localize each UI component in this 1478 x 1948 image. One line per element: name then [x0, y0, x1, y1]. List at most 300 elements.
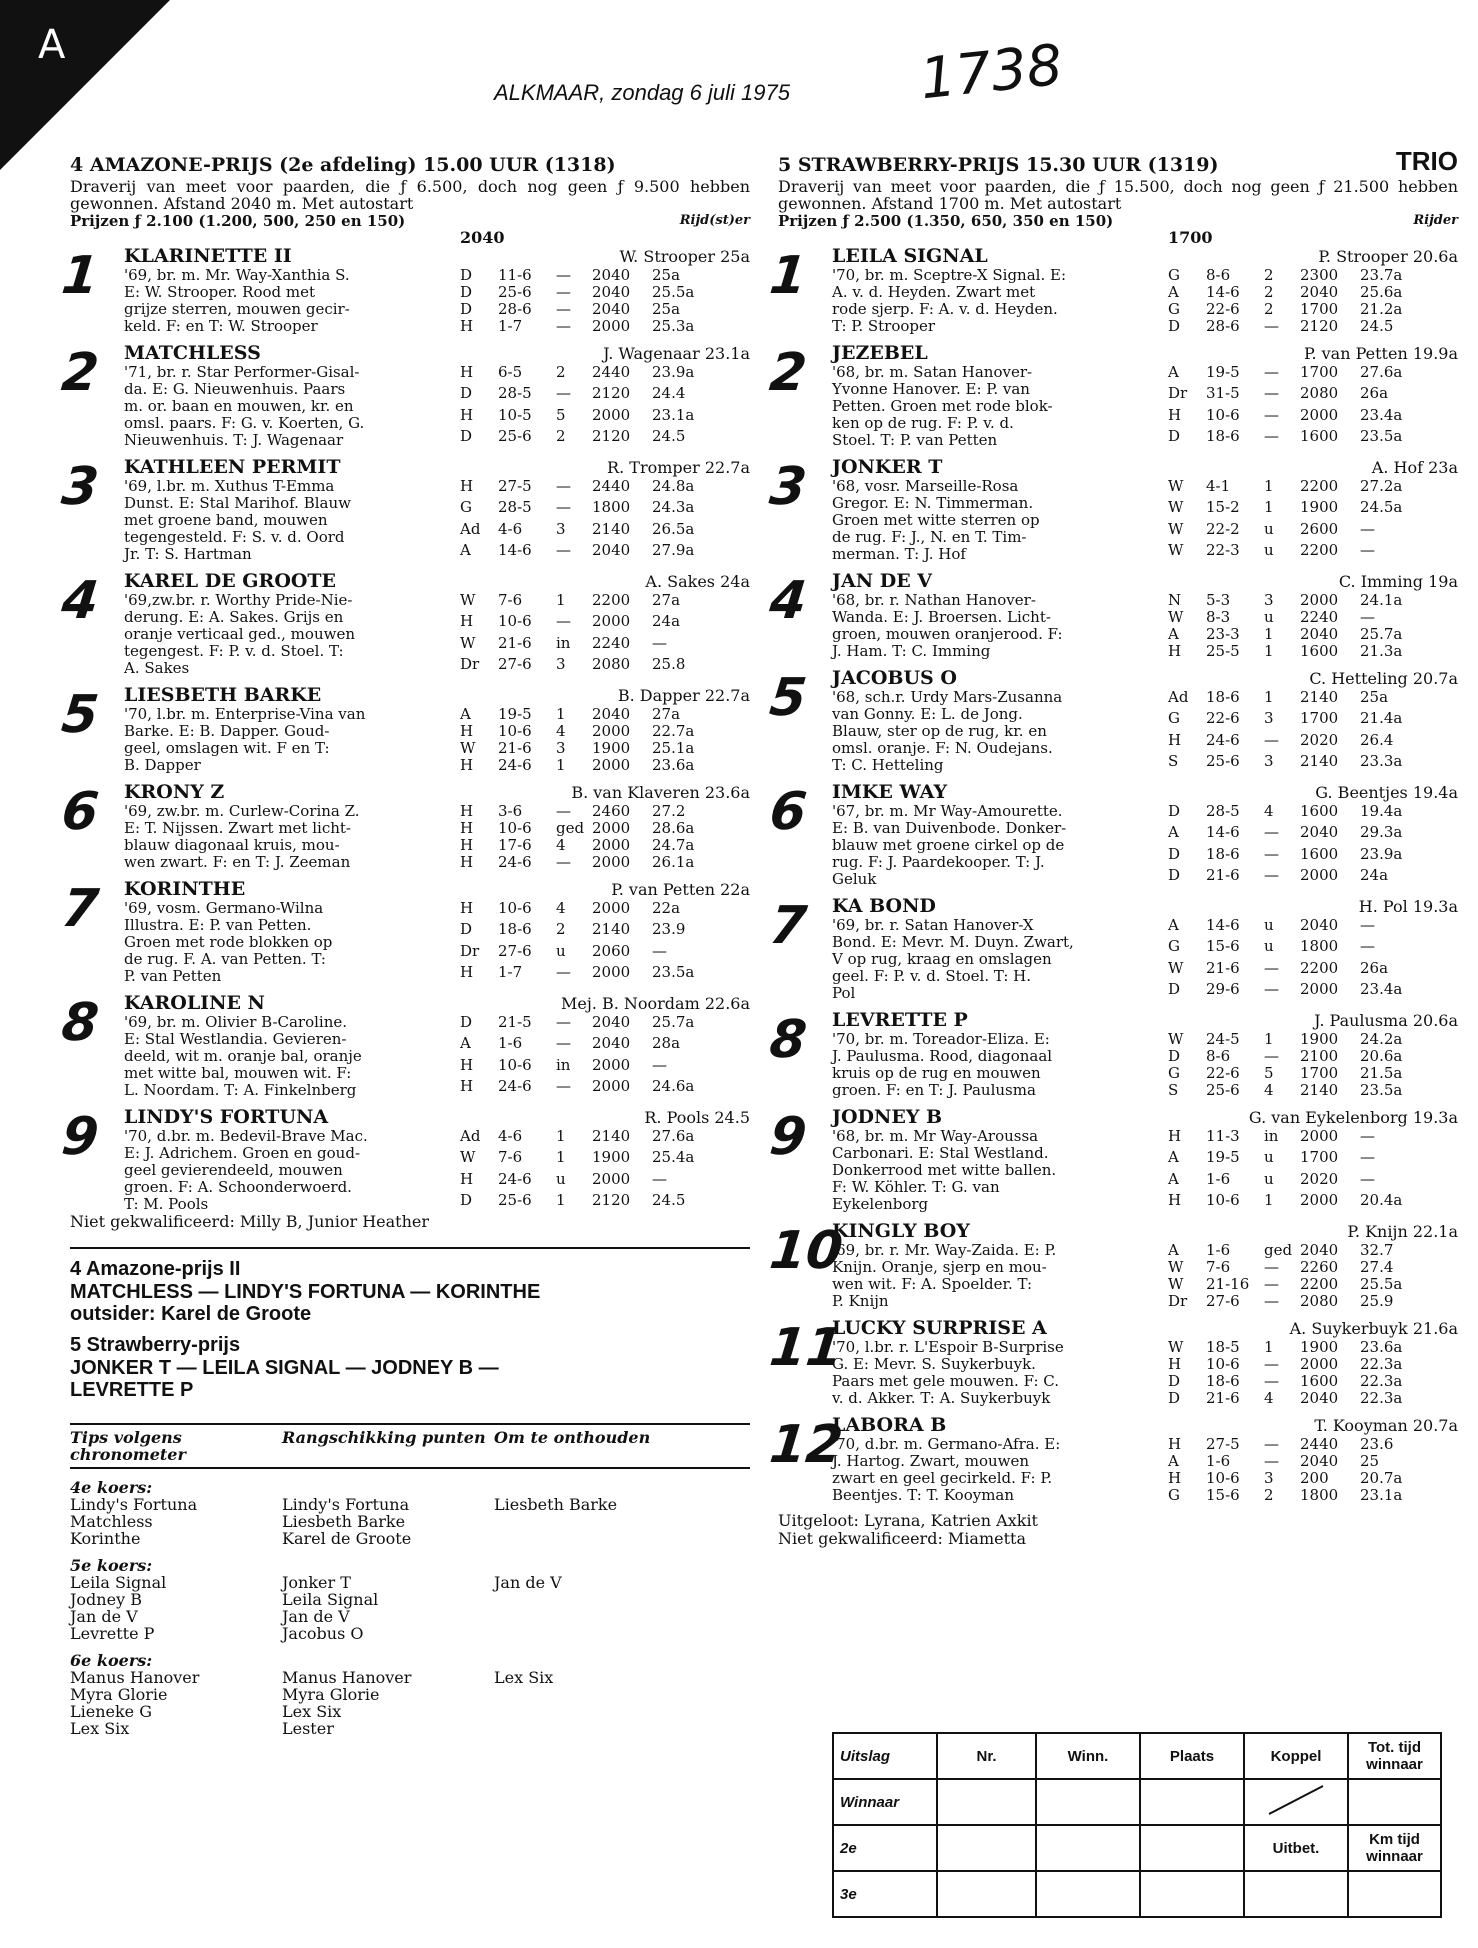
start-cell: 7-6 — [1206, 1258, 1231, 1276]
start-cell: 28a — [652, 1034, 681, 1053]
start-cell: 1 — [1264, 688, 1274, 706]
horse-description: '70, d.br. m. Bedevil-Brave Mac. E: J. Adrichem. Groen en goud- geel gevierendeeld, mouwen groen. F: A. Schoonderwoerd. T: M. Pools — [124, 1127, 368, 1213]
start-cell: 2100 — [1300, 1047, 1339, 1065]
start-cell: 2040 — [1300, 625, 1339, 643]
start-cell: 8-6 — [1206, 1047, 1231, 1065]
start-number: 6 — [766, 782, 810, 842]
start-cell: 2080 — [1300, 384, 1339, 403]
start-cell: D — [1168, 1047, 1181, 1065]
start-cell: 27-6 — [1206, 1292, 1240, 1310]
start-cell: H — [460, 1055, 474, 1074]
start-cell: 4-1 — [1206, 477, 1231, 495]
start-cell: u — [1264, 608, 1274, 626]
start-cell: 2 — [556, 363, 566, 381]
race5-distance: 1700 — [1168, 228, 1213, 247]
start-cell: — — [1264, 1435, 1279, 1453]
horse-description: '70, br. m. Toreador-Eliza. E: J. Paulusma. Rood, diagonaal kruis op de rug en mouwen groen. F: en T: J. Paulusma — [832, 1030, 1053, 1099]
start-cell: — — [1360, 1127, 1375, 1145]
start-number: 2 — [58, 343, 102, 403]
race5-conditions: Draverij van meet voor paarden, die ƒ 15.500, doch nog geen ƒ 21.500 hebben gewonnen. Afstand 1700 m. Met autostart — [778, 177, 1458, 213]
tips-cell — [494, 1608, 750, 1625]
start-cell: — — [1264, 384, 1279, 403]
horse-driver: B. van Klaveren 23.6a — [571, 783, 750, 802]
result-cell[interactable] — [1140, 1779, 1244, 1825]
horse-driver: H. Pol 19.3a — [1358, 897, 1458, 916]
start-cell: 5-3 — [1206, 591, 1231, 609]
horse-entry — [766, 342, 1458, 449]
start-cell: 1 — [1264, 477, 1274, 495]
start-cell: 5 — [1264, 1064, 1274, 1082]
start-cell: 25.1a — [652, 739, 695, 757]
start-cell: D — [1168, 1389, 1181, 1407]
start-cell: — — [1264, 730, 1279, 749]
start-cell: 10-6 — [498, 899, 532, 917]
start-cell: 2440 — [592, 477, 631, 495]
start-cell: — — [556, 853, 571, 871]
start-cell: A — [1168, 625, 1179, 643]
start-cell: G — [1168, 709, 1180, 728]
start-number: 8 — [766, 1010, 810, 1070]
recent-starts — [1168, 1242, 1458, 1310]
start-cell: 2 — [556, 920, 566, 939]
result-cell[interactable] — [1036, 1779, 1140, 1825]
horse-name: KLARINETTE II — [124, 245, 292, 267]
horse-name-row — [832, 896, 1458, 917]
race5-not-qualified: Niet gekwalificeerd: Miametta — [778, 1529, 1026, 1548]
start-cell: H — [1168, 1435, 1182, 1453]
start-cell: — — [556, 384, 571, 403]
tips-cell: Manus Hanover — [282, 1668, 412, 1687]
start-cell: 4 — [1264, 802, 1274, 820]
horse-driver: W. Strooper 25a — [619, 247, 750, 266]
start-cell: 200 — [1300, 1469, 1329, 1487]
start-cell: 2120 — [592, 426, 631, 445]
horse-name: LIESBETH BARKE — [124, 684, 322, 706]
horse-name-row — [124, 879, 750, 900]
horse-description: '70, l.br. m. Enterprise-Vina van Barke. E: B. Dapper. Goud- geel, omslagen wit. F en T: B. Dapper — [124, 705, 366, 774]
start-cell: 1-7 — [498, 962, 523, 981]
start-cell: 3 — [1264, 591, 1274, 609]
start-cell: G — [1168, 1486, 1180, 1504]
start-cell: 10-6 — [1206, 1355, 1240, 1373]
start-cell: — — [1264, 823, 1279, 842]
start-cell: — — [556, 540, 571, 559]
start-cell: 26.1a — [652, 853, 695, 871]
start-cell: 22-6 — [1206, 1064, 1240, 1082]
result-cell[interactable] — [1140, 1871, 1244, 1917]
start-cell: 27a — [652, 591, 681, 609]
horse-name-row — [832, 1415, 1458, 1436]
start-cell: — — [556, 498, 571, 517]
start-cell: 1700 — [1300, 1148, 1339, 1167]
start-cell: in — [556, 1055, 571, 1074]
tips-row — [70, 1496, 750, 1513]
start-cell: — — [1360, 916, 1375, 934]
start-cell: 25-6 — [1206, 751, 1240, 770]
recent-starts — [1168, 803, 1458, 888]
tips-cell: Karel de Groote — [282, 1529, 412, 1548]
start-cell: 25a — [1360, 688, 1389, 706]
race5-rider-label: Rijder — [1413, 213, 1458, 228]
horse-entry — [766, 895, 1458, 1002]
result-koppel-slash-cell[interactable] — [1244, 1779, 1348, 1825]
start-cell: 27-6 — [498, 654, 532, 673]
start-cell: 24-6 — [498, 1076, 532, 1095]
start-cell: 10-6 — [498, 1055, 532, 1074]
start-cell: 24.2a — [1360, 1030, 1403, 1048]
start-cell: — — [1360, 1169, 1375, 1188]
start-cell: 2000 — [592, 899, 631, 917]
recent-starts — [460, 478, 750, 563]
result-row-label: Winnaar — [833, 1779, 937, 1825]
result-km-tijd-label: Km tijd winnaar — [1348, 1825, 1441, 1871]
start-cell: 1 — [1264, 498, 1274, 517]
recent-starts — [1168, 1436, 1458, 1504]
start-cell: — — [556, 802, 571, 820]
start-cell: 1900 — [1300, 1030, 1339, 1048]
start-cell: — — [1264, 1452, 1279, 1470]
start-cell: 27.2a — [1360, 477, 1403, 495]
start-number: 3 — [766, 457, 810, 517]
start-cell: 2200 — [592, 591, 631, 609]
start-cell: — — [1264, 317, 1279, 335]
race4-rider-label: Rijd(st)er — [679, 213, 750, 228]
start-cell: 23.6a — [652, 756, 695, 774]
start-number: 3 — [58, 457, 102, 517]
start-cell: 18-6 — [1206, 688, 1240, 706]
recent-starts — [460, 803, 750, 871]
horse-name-row — [832, 1318, 1458, 1339]
start-cell: 1-6 — [498, 1034, 523, 1053]
tips-row — [70, 1591, 750, 1608]
start-cell: 2140 — [1300, 688, 1339, 706]
horse-entry — [766, 1009, 1458, 1099]
start-cell: — — [1264, 363, 1279, 381]
start-cell: 19-5 — [498, 705, 532, 723]
start-cell: 2300 — [1300, 266, 1339, 284]
start-cell: 25.8 — [652, 654, 686, 673]
start-cell: u — [1264, 937, 1274, 956]
recent-starts — [1168, 592, 1458, 660]
result-header-row — [833, 1733, 1441, 1779]
start-cell: 1600 — [1300, 642, 1339, 660]
horse-name-row — [832, 1107, 1458, 1128]
horse-driver: J. Wagenaar 23.1a — [603, 344, 750, 363]
horse-name-row — [832, 571, 1458, 592]
tips-cell: Lindy's Fortuna — [282, 1495, 410, 1514]
start-cell: 28-6 — [1206, 317, 1240, 335]
start-cell: 23-3 — [1206, 625, 1240, 643]
start-cell: 18-6 — [498, 920, 532, 939]
start-cell: D — [460, 1190, 473, 1209]
start-cell: 4-6 — [498, 519, 523, 538]
start-cell: 23.5a — [1360, 426, 1403, 445]
result-cell[interactable] — [937, 1779, 1036, 1825]
start-cell: 1 — [1264, 625, 1274, 643]
start-cell: H — [460, 363, 474, 381]
horse-driver: G. van Eykelenborg 19.3a — [1248, 1108, 1458, 1127]
start-cell: 1900 — [592, 1148, 631, 1167]
result-row-label: 2e — [833, 1825, 937, 1871]
horse-driver: P. van Petten 22a — [611, 880, 750, 899]
tips-cell: Liesbeth Barke — [494, 1495, 618, 1514]
tips-cell: Jan de V — [282, 1607, 350, 1626]
result-head-nr: Nr. — [937, 1733, 1036, 1779]
start-cell: 2000 — [1300, 979, 1339, 998]
start-cell: — — [556, 317, 571, 335]
result-cell[interactable] — [1244, 1871, 1348, 1917]
horse-details — [124, 267, 750, 335]
start-cell: 22.3a — [1360, 1355, 1403, 1373]
horse-details — [832, 1128, 1458, 1213]
result-head-plaats: Plaats — [1140, 1733, 1244, 1779]
horse-name: KINGLY BOY — [832, 1220, 970, 1242]
start-cell: 1600 — [1300, 1372, 1339, 1390]
start-cell: A — [1168, 1452, 1179, 1470]
handwritten-note: 1738 — [916, 32, 1066, 113]
start-cell: 25.5a — [652, 283, 695, 301]
start-cell: 2000 — [1300, 865, 1339, 884]
horse-description: '70, l.br. r. L'Espoir B-Surprise G. E: Mevr. S. Suykerbuyk. Paars met gele mouwen. F: C. v. d. Akker. T: A. Suykerbuyk — [832, 1338, 1064, 1407]
horse-description: '67, br. m. Mr Way-Amourette. E: B. van Duivenbode. Donker- blauw met groene cirkel op de rug. F: J. Paardekooper. T: J. Geluk — [832, 802, 1067, 888]
start-cell: 1800 — [592, 498, 631, 517]
start-cell: 2040 — [592, 705, 631, 723]
start-cell: W — [1168, 608, 1184, 626]
start-cell: 24.6a — [652, 1076, 695, 1095]
start-cell: 2120 — [592, 1190, 631, 1209]
start-cell: 22.7a — [652, 722, 695, 740]
start-cell: 23.1a — [652, 405, 695, 424]
horse-name-row — [832, 1010, 1458, 1031]
start-cell: 2600 — [1300, 519, 1339, 538]
tips-row — [70, 1608, 750, 1625]
start-cell: H — [1168, 1190, 1182, 1209]
start-cell: 1-6 — [1206, 1169, 1231, 1188]
start-cell: 21-16 — [1206, 1275, 1250, 1293]
start-cell: — — [556, 283, 571, 301]
start-cell: 3 — [1264, 1469, 1274, 1487]
start-cell: 4 — [556, 722, 566, 740]
start-cell: 2000 — [592, 1076, 631, 1095]
horse-description: '69, vosm. Germano-Wilna Illustra. E: P. van Petten. Groen met rode blokken op de rug. F. A. van Petten. T: P. van Petten — [124, 899, 333, 985]
start-cell: 2000 — [592, 962, 631, 981]
result-cell[interactable] — [937, 1871, 1036, 1917]
start-cell: 1 — [556, 756, 566, 774]
tips-cell: Myra Glorie — [70, 1685, 168, 1704]
start-cell: D — [1168, 979, 1181, 998]
horse-driver: P. Strooper 20.6a — [1318, 247, 1458, 266]
horse-driver: A. Sakes 24a — [645, 572, 750, 591]
corner-marker — [0, 0, 170, 170]
result-head-tot-tijd: Tot. tijd winnaar — [1348, 1733, 1441, 1779]
horse-details — [832, 1339, 1458, 1407]
start-cell: 2040 — [1300, 1241, 1339, 1259]
horse-details — [124, 1014, 750, 1099]
start-cell: 28.6a — [652, 819, 695, 837]
tips-cell — [494, 1530, 750, 1547]
start-cell: Ad — [1168, 688, 1189, 706]
start-cell: W — [1168, 540, 1184, 559]
start-cell: Dr — [1168, 1292, 1188, 1310]
start-cell: — — [556, 1034, 571, 1053]
race5-heading-row — [778, 146, 1458, 176]
start-cell: 3 — [1264, 709, 1274, 728]
start-cell: 1 — [556, 1148, 566, 1167]
start-number: 1 — [58, 246, 102, 306]
result-cell[interactable] — [1348, 1871, 1441, 1917]
start-cell: H — [1168, 1469, 1182, 1487]
start-cell: 23.4a — [1360, 405, 1403, 424]
start-cell: 3 — [556, 519, 566, 538]
horse-entry — [58, 992, 750, 1099]
horse-name: KA BOND — [832, 895, 936, 917]
start-cell: 4 — [1264, 1081, 1274, 1099]
start-cell: 21.3a — [1360, 642, 1403, 660]
left-column — [58, 154, 750, 1738]
start-cell: 23.4a — [1360, 979, 1403, 998]
result-row-second — [833, 1825, 1441, 1871]
start-cell: 22a — [652, 899, 681, 917]
start-cell: 4 — [556, 899, 566, 917]
start-cell: Dr — [460, 654, 480, 673]
recent-starts — [1168, 689, 1458, 774]
start-cell: 24a — [652, 612, 681, 631]
start-cell: 26.5a — [652, 519, 695, 538]
start-cell: 21.5a — [1360, 1064, 1403, 1082]
start-cell: 3 — [1264, 751, 1274, 770]
horse-details — [124, 803, 750, 871]
start-cell: 25.3a — [652, 317, 695, 335]
start-cell: 31-5 — [1206, 384, 1240, 403]
horse-name: JACOBUS O — [832, 667, 957, 689]
start-cell: 18-6 — [1206, 426, 1240, 445]
start-cell: 2000 — [592, 1169, 631, 1188]
start-cell: u — [556, 941, 566, 960]
start-cell: — — [1264, 979, 1279, 998]
recent-starts — [1168, 478, 1458, 563]
start-cell: 3-6 — [498, 802, 523, 820]
start-cell: H — [460, 802, 474, 820]
result-cell[interactable] — [937, 1825, 1036, 1871]
tips-r5-line2: LEVRETTE P — [70, 1379, 194, 1401]
start-cell: — — [652, 941, 667, 960]
start-cell: 25a — [652, 266, 681, 284]
result-cell[interactable] — [1036, 1825, 1140, 1871]
tips-cell — [494, 1591, 750, 1608]
horse-name-row — [124, 685, 750, 706]
start-cell: H — [460, 1076, 474, 1095]
tips-cell: Myra Glorie — [282, 1685, 380, 1704]
start-cell: 1 — [1264, 1338, 1274, 1356]
start-cell: 2000 — [1300, 405, 1339, 424]
start-cell: W — [1168, 958, 1184, 977]
start-cell: 4 — [556, 836, 566, 854]
start-number: 1 — [766, 246, 810, 306]
result-cell[interactable] — [1140, 1825, 1244, 1871]
start-cell: 2000 — [592, 836, 631, 854]
start-cell: 22-2 — [1206, 519, 1240, 538]
start-cell: 2240 — [1300, 608, 1339, 626]
start-cell: G — [1168, 266, 1180, 284]
start-cell: — — [652, 633, 667, 652]
koers-title: 4e koers: — [70, 1478, 153, 1497]
start-cell: H — [460, 756, 474, 774]
start-cell: — — [1264, 426, 1279, 445]
start-cell: 29.3a — [1360, 823, 1403, 842]
start-cell: 3 — [556, 739, 566, 757]
start-cell: 2040 — [592, 1013, 631, 1031]
start-number: 7 — [766, 896, 810, 956]
start-cell: 21.4a — [1360, 709, 1403, 728]
start-cell: 24-6 — [1206, 730, 1240, 749]
start-cell: H — [1168, 730, 1182, 749]
start-cell: 2140 — [592, 1127, 631, 1145]
start-cell: 11-3 — [1206, 1127, 1240, 1145]
start-cell: W — [460, 591, 476, 609]
horse-details — [124, 592, 750, 677]
start-cell: ged — [1264, 1241, 1293, 1259]
result-cell[interactable] — [1036, 1871, 1140, 1917]
start-cell: W — [1168, 1275, 1184, 1293]
horse-description: '71, br. r. Star Performer-Gisal- da. E: G. Nieuwenhuis. Paars m. or. baan en mouwen, kr. en omsl. paars. F: G. v. Koerten, G. Nieuwenhuis. T: J. Wagenaar — [124, 363, 365, 449]
start-cell: H — [460, 1169, 474, 1188]
start-cell: 1900 — [1300, 498, 1339, 517]
start-cell: 1600 — [1300, 802, 1339, 820]
tips-row — [70, 1513, 750, 1530]
horse-driver: R. Pools 24.5 — [644, 1108, 750, 1127]
start-cell: 23.6a — [1360, 1338, 1403, 1356]
start-cell: 7-6 — [498, 591, 523, 609]
recent-starts — [460, 1128, 750, 1213]
koers-title: 6e koers: — [70, 1651, 153, 1670]
start-cell: H — [460, 899, 474, 917]
horse-details — [124, 364, 750, 449]
start-cell: 8-3 — [1206, 608, 1231, 626]
result-row-label: 3e — [833, 1871, 937, 1917]
start-cell: 2200 — [1300, 958, 1339, 977]
tips-cell: Lieneke G — [70, 1702, 153, 1721]
horse-name: KRONY Z — [124, 781, 225, 803]
recent-starts — [460, 267, 750, 335]
result-cell[interactable] — [1348, 1779, 1441, 1825]
start-cell: 25-5 — [1206, 642, 1240, 660]
start-cell: 2120 — [1300, 317, 1339, 335]
start-cell: 21-6 — [1206, 1389, 1240, 1407]
tips-cell: Jacobus O — [282, 1624, 364, 1643]
race4-conditions: Draverij van meet voor paarden, die ƒ 6.500, doch nog geen ƒ 9.500 hebben gewonnen. Afstand 2040 m. Met autostart — [70, 177, 750, 213]
horse-description: '69, br. m. Mr. Way-Xanthia S. E: W. Strooper. Rood met grijze sterren, mouwen gecir- keld. F: en T: W. Strooper — [124, 266, 350, 335]
horse-description: '69, br. r. Mr. Way-Zaida. E: P. Knijn. Oranje, sjerp en mou- wen wit. F: A. Spoelder. T: P. Knijn — [832, 1241, 1057, 1310]
horse-details — [832, 267, 1458, 335]
horse-entry — [766, 781, 1458, 888]
race5-prizes: Prijzen ƒ 2.500 (1.350, 650, 350 en 150) — [778, 212, 1114, 230]
race4-not-qualified: Niet gekwalificeerd: Milly B, Junior Heather — [70, 1212, 430, 1231]
tips-cell: Jan de V — [494, 1573, 562, 1592]
start-cell: D — [460, 266, 473, 284]
start-cell: 22-6 — [1206, 709, 1240, 728]
horse-details — [832, 803, 1458, 888]
horse-details — [832, 478, 1458, 563]
start-cell: 23.7a — [1360, 266, 1403, 284]
start-cell: A — [1168, 1169, 1179, 1188]
horse-name: MATCHLESS — [124, 342, 261, 364]
start-cell: — — [1264, 1292, 1279, 1310]
start-cell: 20.6a — [1360, 1047, 1403, 1065]
start-cell: 25-6 — [498, 426, 532, 445]
start-cell: A — [1168, 283, 1179, 301]
start-cell: 27.2 — [652, 802, 686, 820]
horse-entry — [766, 1414, 1458, 1504]
